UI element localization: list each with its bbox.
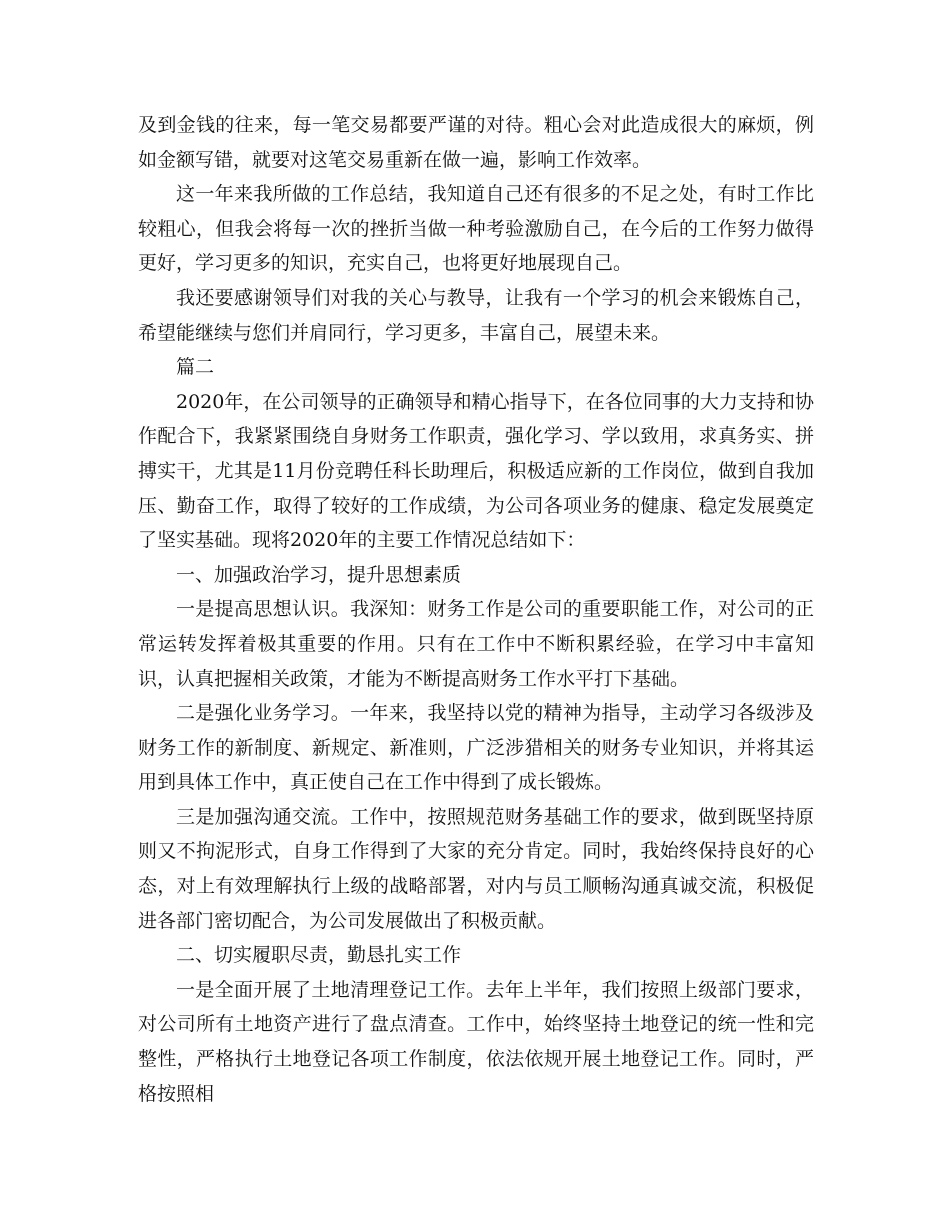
section-heading-political-study: 一、加强政治学习，提升思想素质 <box>176 563 462 586</box>
paragraph-point-three-communication: 三是加强沟通交流。工作中，按照规范财务基础工作的要求，做到既坚持原则又不拘泥形式，自身工作得到了大家的充分肯定。同时，我始终保持良好的心态，对上有效理解执行上级的战略部署，对内与员工顺畅沟通真诚交流，积极促进各部门密切配合，为公司发展做出了积极贡献。 <box>138 805 814 932</box>
document-body <box>138 108 814 1111</box>
section-heading-duties: 二、切实履职尽责，勤恳扎实工作 <box>176 944 462 967</box>
paragraph-intro-2020: 2020年，在公司领导的正确领导和精心指导下，在各位同事的大力支持和协作配合下，我紧紧围绕自身财务工作职责，强化学习、学以致用，求真务实、拼搏实干，尤其是11月份竞聘任科长助理后，积极适应新的工作岗位，做到自我加压、勤奋工作，取得了较好的工作成绩，为公司各项业务的健康、稳定发展奠定了坚实基础。现将2020年的主要工作情况总结如下： <box>138 390 814 552</box>
section-heading-part-two: 篇二 <box>176 356 215 379</box>
paragraph-self-assessment: 这一年来我所做的工作总结，我知道自己还有很多的不足之处，有时工作比较粗心，但我会将每一次的挫折当做一种考验激励自己，在今后的工作努力做得更好，学习更多的知识，充实自己，也将更好地展现自己。 <box>138 183 814 275</box>
paragraph-continuation: 及到金钱的往来，每一笔交易都要严谨的对待。粗心会对此造成很大的麻烦，例如金额写错，就要对这笔交易重新在做一遍，影响工作效率。 <box>138 114 814 171</box>
paragraph-point-one-awareness: 一是提高思想认识。我深知：财务工作是公司的重要职能工作，对公司的正常运转发挥着极其重要的作用。只有在工作中不断积累经验，在学习中丰富知识，认真把握相关政策，才能为不断提高财务工作水平打下基础。 <box>138 598 814 690</box>
paragraph-point-two-business-study: 二是强化业务学习。一年来，我坚持以党的精神为指导，主动学习各级涉及财务工作的新制度、新规定、新准则，广泛涉猎相关的财务专业知识，并将其运用到具体工作中，真正使自己在工作中得到了成长锻炼。 <box>138 702 814 794</box>
paragraph-thanks: 我还要感谢领导们对我的关心与教导，让我有一个学习的机会来锻炼自己，希望能继续与您们并肩同行，学习更多，丰富自己，展望未来。 <box>138 286 814 344</box>
paragraph-land-registration: 一是全面开展了土地清理登记工作。去年上半年，我们按照上级部门要求，对公司所有土地资产进行了盘点清查。工作中，始终坚持土地登记的统一性和完整性，严格执行土地登记各项工作制度，依法依规开展土地登记工作。同时，严格按照相 <box>138 978 814 1105</box>
